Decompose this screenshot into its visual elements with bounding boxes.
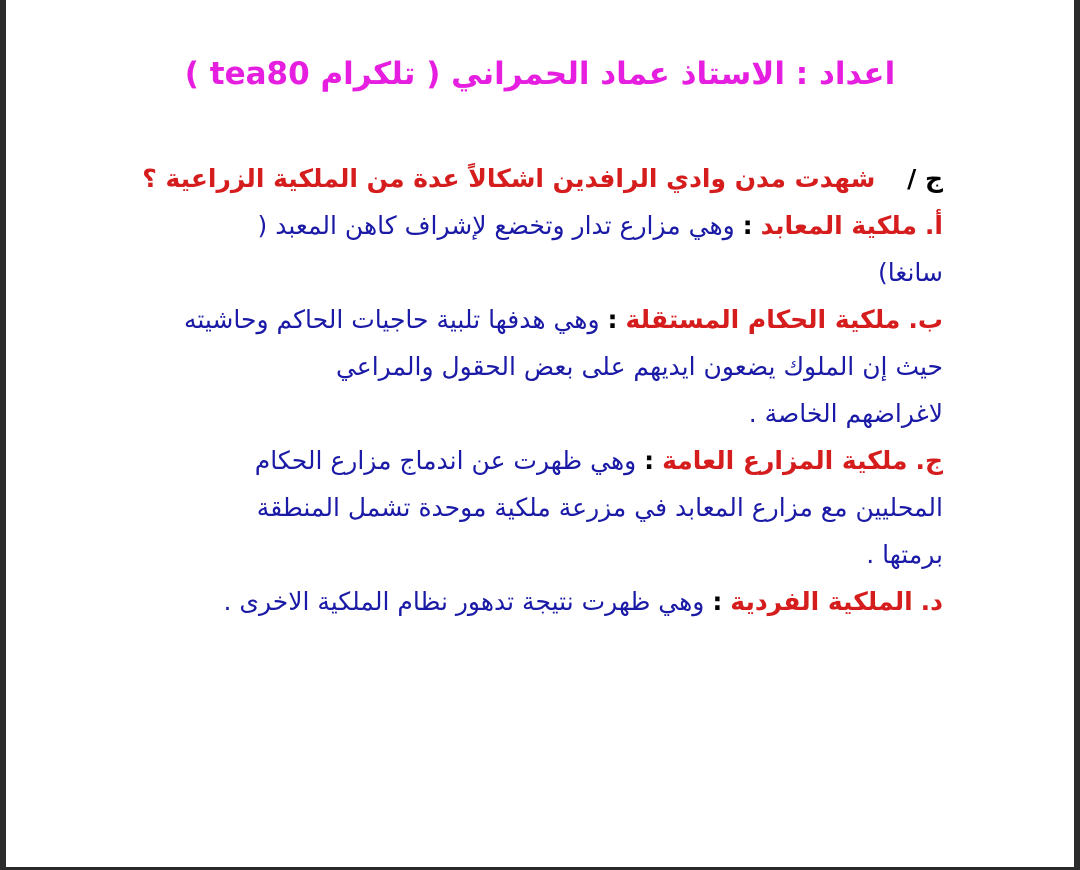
item-c-letter: ج. <box>915 446 943 475</box>
item-c-line-2 <box>143 484 943 531</box>
item-c-text-2: المحليين مع مزارع المعابد في مزرعة ملكية موحدة تشمل المنطقة <box>256 493 943 522</box>
item-c-colon: : <box>644 446 655 475</box>
left-border <box>0 0 6 870</box>
item-b-text-2: حيث إن الملوك يضعون ايديهم على بعض الحقول والمراعي <box>335 352 943 381</box>
item-c-heading: ملكية المزارع العامة <box>662 446 908 475</box>
item-b-line-2 <box>143 343 943 390</box>
question-text: شهدت مدن وادي الرافدين اشكالاً عدة من الملكية الزراعية ؟ <box>142 164 876 193</box>
item-a-heading: ملكية المعابد <box>760 211 917 240</box>
item-a-text-2: سانغا) <box>878 258 943 287</box>
author-header-text: اعداد : الاستاذ عماد الحمراني ( تلكرام tea80 ) <box>184 56 896 92</box>
item-b-heading: ملكية الحكام المستقلة <box>625 305 901 334</box>
question-line <box>143 155 943 202</box>
item-d-line-1 <box>143 578 943 625</box>
item-a-letter: أ. <box>924 211 943 240</box>
document-body <box>143 155 943 625</box>
author-header <box>140 50 940 98</box>
item-d-heading: الملكية الفردية <box>730 587 913 616</box>
item-b-letter: ب. <box>908 305 943 334</box>
item-d-colon: : <box>712 587 723 616</box>
item-b-colon: : <box>607 305 618 334</box>
item-a-line-1 <box>143 202 943 249</box>
question-marker: ج / <box>907 164 943 193</box>
item-d-letter: د. <box>920 587 943 616</box>
item-a-line-2 <box>143 249 943 296</box>
item-d-text-1: وهي ظهرت نتيجة تدهور نظام الملكية الاخرى . <box>223 587 705 616</box>
item-a-colon: : <box>742 211 753 240</box>
item-a-text-1: وهي مزارع تدار وتخضع لإشراف كاهن المعبد ( <box>257 211 735 240</box>
right-border <box>1074 0 1080 870</box>
item-b-line-1 <box>143 296 943 343</box>
item-c-text-3: برمتها . <box>866 540 943 569</box>
item-c-line-1 <box>143 437 943 484</box>
item-b-line-3 <box>143 390 943 437</box>
item-c-text-1: وهي ظهرت عن اندماج مزارع الحكام <box>254 446 637 475</box>
item-b-text-3: لاغراضهم الخاصة . <box>748 399 943 428</box>
item-b-text-1: وهي هدفها تلبية حاجيات الحاكم وحاشيته <box>183 305 600 334</box>
item-c-line-3 <box>143 531 943 578</box>
